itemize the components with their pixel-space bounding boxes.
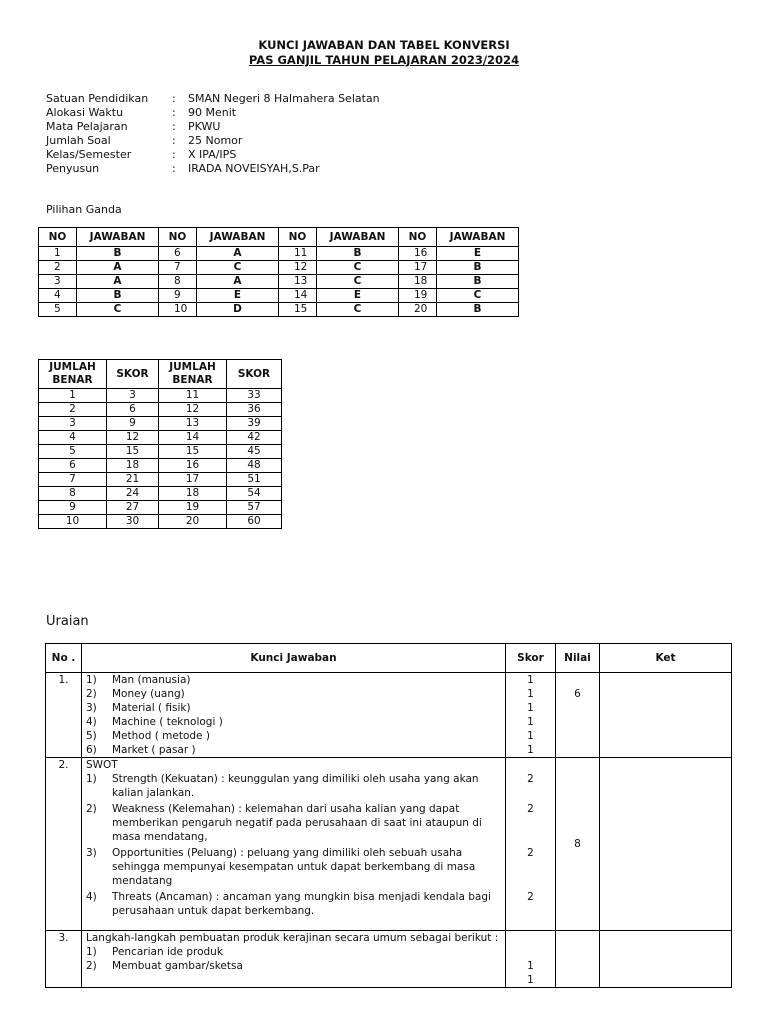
- line-score: 2: [527, 847, 534, 859]
- answer-key: A: [197, 275, 279, 289]
- line-score: 1: [527, 674, 534, 686]
- list-marker: 1): [86, 773, 97, 785]
- col-header-nilai: Nilai: [556, 644, 600, 673]
- table-row: [39, 487, 282, 501]
- table-row: [39, 303, 519, 317]
- info-value: 25 Nomor: [188, 134, 243, 147]
- answer-key: A: [77, 261, 159, 275]
- correct-count: 5: [39, 445, 107, 459]
- question-number: 1: [39, 247, 77, 261]
- table-row: [46, 758, 732, 931]
- answer-key: B: [437, 275, 519, 289]
- info-row: [46, 92, 380, 106]
- answer-key: C: [317, 261, 399, 275]
- info-row: [46, 148, 380, 162]
- table-row: [39, 445, 282, 459]
- answer-key-cell: [82, 931, 506, 988]
- score: 39: [227, 417, 282, 431]
- question-number: 8: [159, 275, 197, 289]
- correct-count: 19: [159, 501, 227, 515]
- correct-count: 17: [159, 473, 227, 487]
- table-header-row: [46, 644, 732, 673]
- score: 27: [107, 501, 159, 515]
- answer-key: C: [197, 261, 279, 275]
- correct-count: 10: [39, 515, 107, 529]
- item-value: 6: [556, 673, 600, 758]
- answer-key: B: [437, 303, 519, 317]
- note-cell: [600, 673, 732, 758]
- score-conversion-table: [38, 359, 282, 529]
- question-number: 14: [279, 289, 317, 303]
- score: 18: [107, 459, 159, 473]
- question-number: 19: [399, 289, 437, 303]
- answer-key: B: [317, 247, 399, 261]
- question-number: 12: [279, 261, 317, 275]
- table-row: [46, 673, 732, 758]
- correct-count: 9: [39, 501, 107, 515]
- answer-key: E: [317, 289, 399, 303]
- table-row: [39, 431, 282, 445]
- score: 57: [227, 501, 282, 515]
- info-key: Alokasi Waktu: [46, 106, 124, 119]
- correct-count: 4: [39, 431, 107, 445]
- question-number: 7: [159, 261, 197, 275]
- table-row: [39, 289, 519, 303]
- correct-count: 6: [39, 459, 107, 473]
- info-key: Jumlah Soal: [46, 134, 111, 147]
- col-header: NO: [159, 228, 197, 247]
- answer-line: Membuat gambar/sketsa: [112, 960, 243, 972]
- item-value: 8: [556, 758, 600, 931]
- item-number: 3.: [46, 931, 82, 988]
- col-header-ket: Ket: [600, 644, 732, 673]
- list-marker: 2): [86, 803, 97, 815]
- question-number: 9: [159, 289, 197, 303]
- info-table: [46, 92, 380, 176]
- score: 48: [227, 459, 282, 473]
- question-number: 3: [39, 275, 77, 289]
- list-marker: 2): [86, 688, 97, 700]
- correct-count: 16: [159, 459, 227, 473]
- info-row: [46, 134, 380, 148]
- info-value: 90 Menit: [188, 106, 237, 119]
- answer-key: A: [77, 275, 159, 289]
- answer-intro: Langkah-langkah pembuatan produk kerajinan secara umum sebagai berikut :: [86, 932, 499, 944]
- col-header: SKOR: [227, 360, 282, 389]
- answer-key: D: [197, 303, 279, 317]
- question-number: 15: [279, 303, 317, 317]
- answer-line: Strength (Kekuatan) : keunggulan yang dimiliki oleh usaha yang akan kalian jalankan.: [112, 773, 479, 799]
- multiple-choice-answer-table: [38, 227, 519, 317]
- item-value: [556, 931, 600, 988]
- list-marker: 1): [86, 674, 97, 686]
- correct-count: 12: [159, 403, 227, 417]
- info-colon: :: [172, 148, 176, 161]
- info-row: [46, 162, 380, 176]
- info-colon: :: [172, 120, 176, 133]
- col-header-skor: Skor: [506, 644, 556, 673]
- answer-key: B: [437, 261, 519, 275]
- score: 12: [107, 431, 159, 445]
- score: 3: [107, 389, 159, 403]
- line-score: 2: [527, 773, 534, 785]
- table-row: [39, 275, 519, 289]
- question-number: 13: [279, 275, 317, 289]
- note-cell: [600, 758, 732, 931]
- info-value: PKWU: [188, 120, 221, 133]
- line-score: 1: [527, 730, 534, 742]
- info-colon: :: [172, 134, 176, 147]
- correct-count: 13: [159, 417, 227, 431]
- list-marker: 2): [86, 960, 97, 972]
- table-header-row: [39, 228, 519, 247]
- table-row: [39, 403, 282, 417]
- score: 21: [107, 473, 159, 487]
- line-score: 1: [527, 974, 534, 986]
- table-row: [39, 473, 282, 487]
- info-value: IRADA NOVEISYAH,S.Par: [188, 162, 320, 175]
- score: 36: [227, 403, 282, 417]
- answer-key: C: [317, 303, 399, 317]
- table-row: [39, 459, 282, 473]
- col-header: JAWABAN: [317, 228, 399, 247]
- info-colon: :: [172, 106, 176, 119]
- info-value: SMAN Negeri 8 Halmahera Selatan: [188, 92, 380, 105]
- info-key: Mata Pelajaran: [46, 120, 128, 133]
- line-score: 1: [527, 716, 534, 728]
- question-number: 6: [159, 247, 197, 261]
- score: 54: [227, 487, 282, 501]
- table-row: [39, 501, 282, 515]
- answer-key: B: [77, 247, 159, 261]
- document-subtitle: PAS GANJIL TAHUN PELAJARAN 2023/2024: [248, 53, 520, 67]
- col-header: NO: [279, 228, 317, 247]
- table-row: [39, 389, 282, 403]
- correct-count: 11: [159, 389, 227, 403]
- question-number: 18: [399, 275, 437, 289]
- list-marker: 3): [86, 847, 97, 859]
- info-colon: :: [172, 92, 176, 105]
- col-header: JAWABAN: [77, 228, 159, 247]
- section-label-pilihan-ganda: Pilihan Ganda: [46, 203, 122, 216]
- score: 6: [107, 403, 159, 417]
- list-marker: 4): [86, 891, 97, 903]
- score: 9: [107, 417, 159, 431]
- info-row: [46, 106, 380, 120]
- question-number: 16: [399, 247, 437, 261]
- score: 15: [107, 445, 159, 459]
- info-value: X IPA/IPS: [188, 148, 237, 161]
- section-label-uraian: Uraian: [46, 614, 89, 629]
- col-header: SKOR: [107, 360, 159, 389]
- answer-key: C: [317, 275, 399, 289]
- answer-line: Money (uang): [112, 688, 185, 700]
- answer-line: Weakness (Kelemahan) : kelemahan dari usaha kalian yang dapat memberikan pengaruh negatif pada perusahaan di saat ini ataupun di masa mendatang,: [112, 803, 482, 843]
- answer-intro: SWOT: [86, 759, 118, 771]
- answer-key: E: [197, 289, 279, 303]
- answer-key: A: [197, 247, 279, 261]
- line-score: 1: [527, 688, 534, 700]
- answer-key: B: [77, 289, 159, 303]
- answer-line: Opportunities (Peluang) : peluang yang dimiliki oleh sebuah usaha sehingga mempunyai kesempatan untuk dapat berkembang di masa mendatang: [112, 847, 476, 887]
- line-score: 1: [527, 702, 534, 714]
- question-number: 4: [39, 289, 77, 303]
- question-number: 10: [159, 303, 197, 317]
- score: 33: [227, 389, 282, 403]
- col-header: JUMLAH BENAR: [39, 360, 107, 389]
- answer-line: Man (manusia): [112, 674, 191, 686]
- correct-count: 15: [159, 445, 227, 459]
- col-header: JAWABAN: [437, 228, 519, 247]
- answer-key: C: [437, 289, 519, 303]
- score: 60: [227, 515, 282, 529]
- table-row: [39, 515, 282, 529]
- list-marker: 1): [86, 946, 97, 958]
- col-header: NO: [39, 228, 77, 247]
- score-cell: [506, 758, 556, 931]
- question-number: 2: [39, 261, 77, 275]
- list-marker: 5): [86, 730, 97, 742]
- table-row: [46, 931, 732, 988]
- answer-key-cell: [82, 758, 506, 931]
- answer-line: Pencarian ide produk: [112, 946, 223, 958]
- col-header-kunci: Kunci Jawaban: [82, 644, 506, 673]
- info-row: [46, 120, 380, 134]
- answer-line: Market ( pasar ): [112, 744, 196, 756]
- essay-answer-table: [45, 643, 732, 988]
- question-number: 20: [399, 303, 437, 317]
- col-header: JAWABAN: [197, 228, 279, 247]
- item-number: 2.: [46, 758, 82, 931]
- table-row: [39, 417, 282, 431]
- answer-line: Machine ( teknologi ): [112, 716, 223, 728]
- note-cell: [600, 931, 732, 988]
- correct-count: 14: [159, 431, 227, 445]
- correct-count: 2: [39, 403, 107, 417]
- col-header: JUMLAH BENAR: [159, 360, 227, 389]
- info-key: Satuan Pendidikan: [46, 92, 149, 105]
- answer-line: Material ( fisik): [112, 702, 191, 714]
- score-cell: [506, 931, 556, 988]
- answer-key: E: [437, 247, 519, 261]
- list-marker: 3): [86, 702, 97, 714]
- info-key: Kelas/Semester: [46, 148, 132, 161]
- line-score: 1: [527, 744, 534, 756]
- score-cell: [506, 673, 556, 758]
- list-marker: 6): [86, 744, 97, 756]
- table-row: [39, 261, 519, 275]
- document-title: KUNCI JAWABAN DAN TABEL KONVERSI: [258, 38, 510, 52]
- correct-count: 3: [39, 417, 107, 431]
- col-header: NO: [399, 228, 437, 247]
- question-number: 5: [39, 303, 77, 317]
- info-colon: :: [172, 162, 176, 175]
- list-marker: 4): [86, 716, 97, 728]
- table-row: [39, 247, 519, 261]
- score: 51: [227, 473, 282, 487]
- score: 42: [227, 431, 282, 445]
- correct-count: 18: [159, 487, 227, 501]
- line-score: 2: [527, 803, 534, 815]
- item-number: 1.: [46, 673, 82, 758]
- score: 30: [107, 515, 159, 529]
- correct-count: 20: [159, 515, 227, 529]
- answer-line: Method ( metode ): [112, 730, 210, 742]
- score: 45: [227, 445, 282, 459]
- info-key: Penyusun: [46, 162, 100, 175]
- correct-count: 8: [39, 487, 107, 501]
- line-score: 1: [527, 960, 534, 972]
- table-header-row: [39, 360, 282, 389]
- answer-key-cell: [82, 673, 506, 758]
- line-score: 2: [527, 891, 534, 903]
- question-number: 11: [279, 247, 317, 261]
- answer-key: C: [77, 303, 159, 317]
- question-number: 17: [399, 261, 437, 275]
- answer-line: Threats (Ancaman) : ancaman yang mungkin bisa menjadi kendala bagi perusahaan untuk dapat berkembang.: [112, 891, 491, 917]
- score: 24: [107, 487, 159, 501]
- correct-count: 7: [39, 473, 107, 487]
- col-header-no: No .: [46, 644, 82, 673]
- correct-count: 1: [39, 389, 107, 403]
